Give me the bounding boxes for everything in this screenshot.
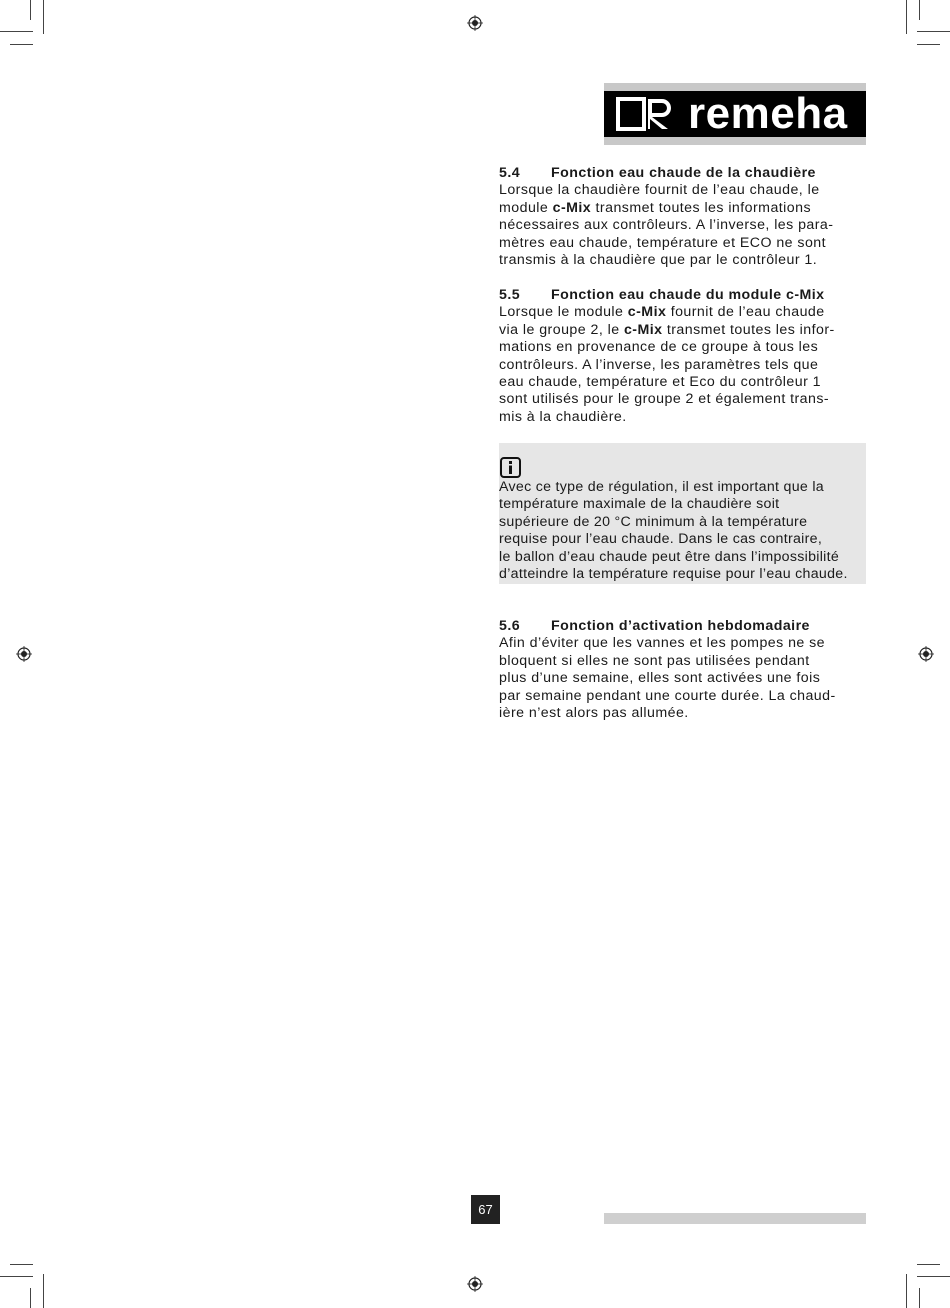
crop-mark bbox=[906, 1274, 907, 1308]
section-5-5 bbox=[499, 287, 866, 426]
note-text bbox=[499, 479, 869, 583]
note-line: supérieure de 20 °C minimum à la température bbox=[499, 513, 808, 530]
registration-mark-icon bbox=[918, 646, 934, 662]
brand-logo bbox=[604, 91, 866, 137]
text-run: fournit de l’eau chaude bbox=[666, 304, 825, 321]
text-run: mations en provenance de ce groupe à tous les bbox=[499, 339, 819, 356]
note-line: le ballon d’eau chaude peut être dans l’impossibilité bbox=[499, 548, 840, 565]
crop-mark bbox=[43, 1274, 44, 1308]
crop-mark bbox=[919, 0, 920, 20]
crop-mark bbox=[30, 0, 31, 20]
crop-mark bbox=[906, 0, 907, 34]
page-number: 67 bbox=[471, 1195, 500, 1224]
section-heading bbox=[499, 618, 866, 635]
paragraph-line bbox=[499, 339, 866, 356]
section-number: 5.6 bbox=[499, 618, 521, 634]
paragraph-line bbox=[499, 409, 866, 426]
paragraph-line bbox=[499, 374, 866, 391]
registration-mark-icon bbox=[467, 1276, 483, 1292]
paragraph-line bbox=[499, 391, 866, 408]
note-line: requise pour l’eau chaude. Dans le cas contraire, bbox=[499, 531, 823, 548]
crop-mark bbox=[919, 1288, 920, 1308]
section-body bbox=[499, 182, 866, 269]
note-line: Avec ce type de régulation, il est important que la bbox=[499, 479, 824, 495]
paragraph-line bbox=[499, 688, 866, 705]
crop-mark bbox=[917, 31, 950, 32]
section-number: 5.5 bbox=[499, 287, 521, 303]
text-run: transmet toutes les infor- bbox=[662, 321, 835, 338]
text-run: transmis à la chaudière que par le contrôleur 1. bbox=[499, 252, 818, 269]
registration-mark-icon bbox=[467, 15, 483, 31]
bold-term: c-Mix bbox=[623, 321, 663, 338]
crop-mark bbox=[10, 1264, 33, 1265]
text-run: mètres eau chaude, température et ECO ne sont bbox=[499, 234, 827, 251]
crop-mark bbox=[0, 31, 33, 32]
text-run: module bbox=[499, 199, 553, 216]
paragraph-line bbox=[499, 357, 866, 374]
paragraph-line bbox=[499, 653, 866, 670]
text-run: bloquent si elles ne sont pas utilisées pendant bbox=[499, 652, 810, 669]
note-line: température maximale de la chaudière soit bbox=[499, 496, 780, 513]
text-run: via le groupe 2, le bbox=[499, 321, 624, 338]
paragraph-line bbox=[499, 217, 866, 234]
crop-mark bbox=[917, 1276, 950, 1277]
section-body bbox=[499, 635, 866, 722]
paragraph-line bbox=[499, 235, 866, 252]
bold-term: c-Mix bbox=[627, 304, 667, 321]
paragraph-line bbox=[499, 705, 866, 722]
crop-mark bbox=[0, 1276, 33, 1277]
text-run: Lorsque la chaudière fournit de l’eau chaude, le bbox=[499, 182, 820, 199]
section-body bbox=[499, 304, 866, 426]
paragraph-line bbox=[499, 252, 866, 269]
section-heading bbox=[499, 287, 866, 304]
section-title: Fonction eau chaude de la chaudière bbox=[551, 165, 816, 181]
registration-mark-icon bbox=[16, 646, 32, 662]
section-title: Fonction eau chaude du module c-Mix bbox=[551, 287, 825, 303]
crop-mark bbox=[10, 44, 33, 45]
brand-name: remeha bbox=[688, 89, 848, 138]
section-5-4 bbox=[499, 165, 866, 269]
text-run: par semaine pendant une courte durée. La chaud- bbox=[499, 687, 836, 704]
crop-mark bbox=[30, 1288, 31, 1308]
crop-mark bbox=[917, 1264, 940, 1265]
section-title: Fonction d’activation hebdomadaire bbox=[551, 618, 810, 634]
footer-bar bbox=[604, 1213, 866, 1224]
section-number: 5.4 bbox=[499, 165, 521, 181]
text-run: eau chaude, température et Eco du contrôleur 1 bbox=[499, 374, 821, 391]
paragraph-line bbox=[499, 200, 866, 217]
paragraph-line bbox=[499, 182, 866, 199]
text-run: ière n’est alors pas allumée. bbox=[499, 705, 689, 722]
bold-term: c-Mix bbox=[552, 199, 592, 216]
crop-mark bbox=[43, 0, 44, 34]
text-run: Afin d’éviter que les vannes et les pompes ne se bbox=[499, 635, 826, 652]
text-run: mis à la chaudière. bbox=[499, 408, 627, 425]
text-run: nécessaires aux contrôleurs. A l’inverse, les para- bbox=[499, 217, 834, 234]
section-5-6 bbox=[499, 618, 866, 722]
paragraph-line bbox=[499, 322, 866, 339]
paragraph-line bbox=[499, 670, 866, 687]
crop-mark bbox=[917, 44, 940, 45]
text-run: Lorsque le module bbox=[499, 304, 628, 321]
info-icon bbox=[500, 457, 521, 478]
text-run: plus d’une semaine, elles sont activées une fois bbox=[499, 670, 821, 687]
paragraph-line bbox=[499, 304, 866, 321]
remeha-logo-icon bbox=[616, 97, 674, 131]
text-run: transmet toutes les informations bbox=[591, 199, 812, 216]
paragraph-line bbox=[499, 635, 866, 652]
text-run: sont utilisés pour le groupe 2 et également trans- bbox=[499, 391, 830, 408]
section-heading bbox=[499, 165, 866, 182]
note-line: d’atteindre la température requise pour l’eau chaude. bbox=[499, 566, 848, 583]
text-run: contrôleurs. A l’inverse, les paramètres tels que bbox=[499, 356, 819, 373]
